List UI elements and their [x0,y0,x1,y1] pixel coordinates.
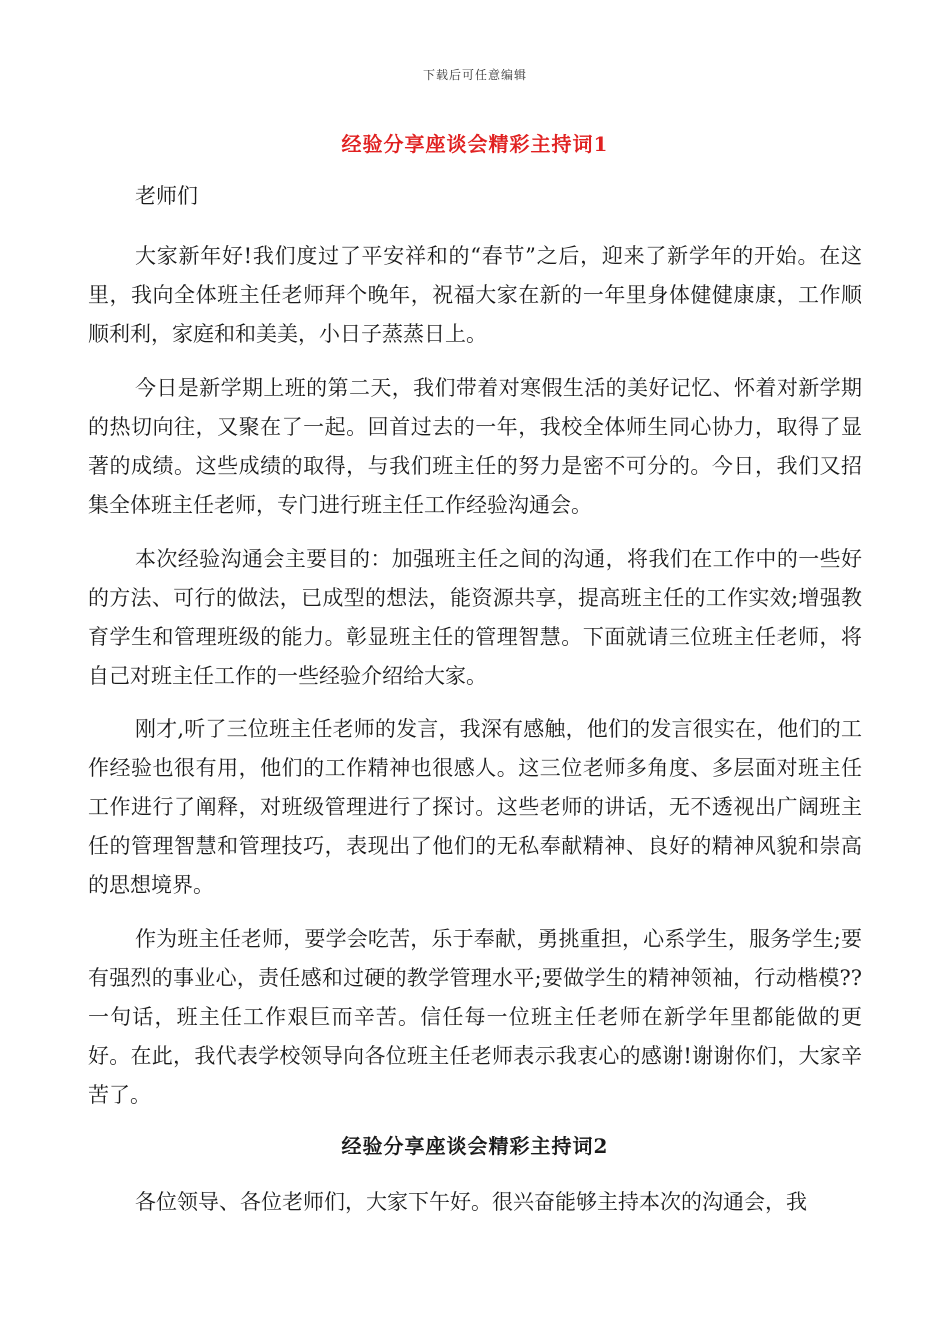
body-paragraph-4: 刚才,听了三位班主任老师的发言，我深有感触，他们的发言很实在，他们的工作经验也很有用，他们的工作精神也很感人。这三位老师多角度、多层面对班主任工作进行了阐释，对班级管理进行了探讨。这些老师的讲话，无不透视出广阔班主任的管理智慧和管理技巧，表现出了他们的无私奉献精神、良好的精神风貌和崇高的思想境界。 [88,717,862,897]
section-title-1: 经验分享座谈会精彩主持词1 [341,132,609,156]
body-paragraph-6: 各位领导、各位老师们，大家下午好。很兴奋能够主持本次的沟通会，我 [135,1190,807,1214]
body-paragraph-1: 大家新年好!我们度过了平安祥和的“春节”之后，迎来了新学年的开始。在这里，我向全体班主任老师拜个晚年，祝福大家在新的一年里身体健健康康，工作顺顺利利，家庭和和美美，小日子蒸蒸日上。 [88,244,862,346]
section-title-2: 经验分享座谈会精彩主持词2 [341,1134,609,1158]
body-paragraph-3: 本次经验沟通会主要目的：加强班主任之间的沟通，将我们在工作中的一些好的方法、可行的做法，已成型的想法，能资源共享，提高班主任的工作实效;增强教育学生和管理班级的能力。彰显班主任的管理智慧。下面就请三位班主任老师，将自己对班主任工作的一些经验介绍给大家。 [88,547,862,688]
header-note: 下载后可任意编辑 [422,68,527,82]
greeting-paragraph: 老师们 [135,184,198,208]
body-paragraph-5: 作为班主任老师，要学会吃苦，乐于奉献，勇挑重担，心系学生，服务学生;要有强烈的事业心，责任感和过硬的教学管理水平;要做学生的精神领袖，行动楷模??一句话，班主任工作艰巨而辛苦。信任每一位班主任老师在新学年里都能做的更好。在此，我代表学校领导向各位班主任老师表示我衷心的感谢!谢谢你们，大家辛苦了。 [88,927,862,1107]
body-paragraph-2: 今日是新学期上班的第二天，我们带着对寒假生活的美好记忆、怀着对新学期的热切向往，又聚在了一起。回首过去的一年，我校全体师生同心协力，取得了显著的成绩。这些成绩的取得，与我们班主任的努力是密不可分的。今日，我们又招集全体班主任老师，专门进行班主任工作经验沟通会。 [88,376,862,517]
